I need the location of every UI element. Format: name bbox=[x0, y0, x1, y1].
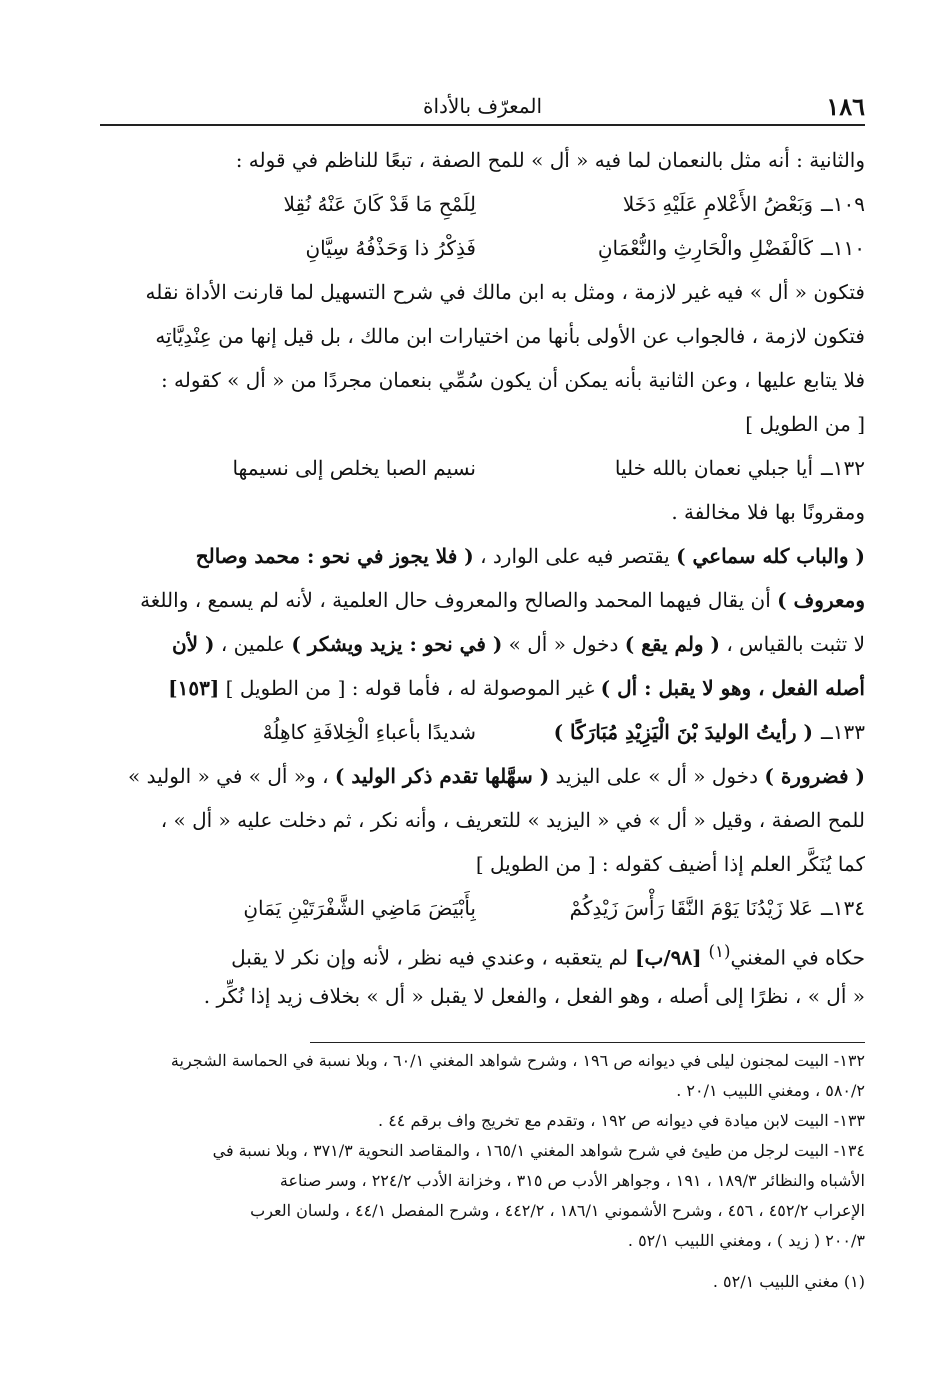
matn-text: أصله الفعل ، وهو لا يقبل : أل ) bbox=[600, 676, 865, 700]
verse-first-hemistich: ( رأيتُ الوليدَ بْنَ الْيَزِيْدِ مُبَارَكًا ) bbox=[553, 720, 813, 744]
verse-second-hemistich: لِلَمْحِ مَا قَدْ كَانَ عَنْهُ نُقِلا bbox=[283, 192, 476, 216]
commentary-text: لم يتعقبه ، وعندي فيه نظر ، لأنه وإن نكر لا يقبل bbox=[231, 945, 629, 970]
verse-first-hemistich: عَلا زَيْدُنَا يَوْمَ النَّقَا رَأْسَ زَيْدِكُمْ bbox=[569, 896, 813, 920]
verse-number: ١١٠ــ bbox=[821, 236, 865, 260]
paragraph-line bbox=[96, 622, 865, 666]
verse-first-hemistich: كَالْفَضْلِ والْحَارِثِ والنُّعْمَانِ bbox=[597, 236, 813, 260]
verse-109 bbox=[96, 182, 865, 226]
verse-number: ١٠٩ــ bbox=[821, 192, 865, 216]
page-number: ١٨٦ bbox=[826, 92, 865, 121]
commentary-text: دخول « أل » bbox=[502, 632, 625, 656]
footnote-132 bbox=[96, 1046, 865, 1106]
matn-text: ( في نحو : يزيد ويشكر ) bbox=[291, 632, 503, 656]
verse-133 bbox=[96, 710, 865, 754]
footnotes bbox=[96, 1046, 865, 1302]
footnote-line: الأشباه والنظائر ١٨٩/٣ ، ١٩١ ، وجواهر الأدب ص ٣١٥ ، وخزانة الأدب ٢٢٤/٢ ، وسر صناعة bbox=[279, 1171, 865, 1190]
paragraph-line bbox=[96, 666, 865, 710]
matn-text: ( سهَّلها تقدم ذكر الوليد ) bbox=[334, 764, 550, 788]
paragraph-line: ومقرونًا بها فلا مخالفة . bbox=[671, 500, 865, 524]
paragraph-line bbox=[96, 930, 865, 974]
commentary-text: يقتصر فيه على الوارد ، bbox=[473, 544, 677, 568]
verse-number: ١٣٣ــ bbox=[821, 720, 865, 744]
verse-number: ١٣٤ــ bbox=[821, 896, 865, 920]
matn-text: ( فلا يجوز في نحو : محمد وصالح bbox=[195, 544, 474, 568]
header-rule bbox=[100, 124, 865, 126]
main-text bbox=[96, 138, 865, 1018]
paragraph-line: فلا يتابع عليها ، وعن الثانية بأنه يمكن أن يكون سُمِّي بنعمان مجردًا من « أل » كقوله : bbox=[160, 368, 865, 392]
paragraph-line: فتكون لازمة ، فالجواب عن الأولى بأنها من اختيارات ابن مالك ، بل قيل إنها من عِنْدِيَّاتِه bbox=[155, 324, 865, 348]
meter-label: [ من الطويل ] bbox=[745, 412, 865, 436]
manuscript-ref: [٩٨/ب] bbox=[628, 945, 709, 970]
verse-first-hemistich: وَبَعْضُ الأَعْلامِ عَلَيْهِ دَخَلا bbox=[622, 192, 813, 216]
footnote-rule bbox=[310, 1042, 865, 1043]
footnote-line: ٢٠٠/٣ ( زيد ) ، ومغني اللبيب ٥٢/١ . bbox=[627, 1231, 865, 1250]
verse-132 bbox=[96, 446, 865, 490]
footnote-133 bbox=[96, 1106, 865, 1136]
page-header bbox=[100, 88, 865, 124]
paragraph-line: « أل » ، نظرًا إلى أصله ، وهو الفعل ، والفعل لا يقبل « أل » بخلاف زيد إذا نُكِّر . bbox=[203, 984, 865, 1008]
commentary-text: غير الموصولة له ، فأما قوله : [ من الطويل ] bbox=[219, 676, 601, 700]
running-title: المعرّف بالأداة bbox=[423, 94, 542, 118]
verse-110 bbox=[96, 226, 865, 270]
paragraph-line: والثانية : أنه مثل بالنعمان لما فيه « أل » للمح الصفة ، تبعًا للناظم في قوله : bbox=[235, 148, 865, 172]
footnote-marker: (١) bbox=[708, 942, 731, 961]
matn-text: ( فضرورة ) bbox=[764, 764, 865, 788]
footnote-line: الإعراب ٤٥٢/٢ ، ٤٥٦ ، وشرح الأشموني ١٨٦/١ ، ٤٤٢/٢ ، وشرح المفصل ٤٤/١ ، ولسان العرب bbox=[250, 1201, 865, 1220]
verse-first-hemistich: أيا جبلي نعمان بالله خليا bbox=[614, 456, 813, 480]
paragraph-line bbox=[96, 534, 865, 578]
matn-text: ومعروف ) bbox=[777, 588, 865, 612]
matn-text: ( لأن bbox=[171, 632, 215, 656]
verse-number: ١٣٢ــ bbox=[821, 456, 865, 480]
verse-second-hemistich: بِأَبْيَضَ مَاضِي الشَّفْرَتَيْنِ يَمَانِ bbox=[243, 896, 476, 920]
paragraph-line: للمح الصفة ، وقيل « أل » في « اليزيد » للتعريف ، وأنه نكر ، ثم دخلت عليه « أل » ، bbox=[160, 808, 865, 832]
verse-134 bbox=[96, 886, 865, 930]
footnote-1: (١) مغني اللبيب ٥٢/١ . bbox=[712, 1272, 865, 1291]
matn-text: ( ولم يقع ) bbox=[624, 632, 721, 656]
paragraph-line bbox=[96, 754, 865, 798]
footnote-line: ٥٨٠/٢ ، ومغني اللبيب ٢٠/١ . bbox=[676, 1081, 865, 1100]
commentary-text: ، و« أل » في « الوليد » bbox=[128, 764, 335, 788]
footnote-134 bbox=[96, 1136, 865, 1256]
paragraph-line: فتكون « أل » فيه غير لازمة ، ومثل به ابن مالك في شرح التسهيل لما قارنت الأداة نقله bbox=[145, 280, 865, 304]
commentary-text: علمين ، bbox=[214, 632, 292, 656]
verse-second-hemistich: فَذِكْرُ ذا وَحَذْفُهُ سِيَّانِ bbox=[305, 236, 476, 260]
paragraph-line: كما يُنَكَّر العلم إذا أضيف كقوله : [ من الطويل ] bbox=[475, 852, 865, 876]
footnote-line: ١٣٢- البيت لمجنون ليلى في ديوانه ص ١٩٦ ، وشرح شواهد المغني ٦٠/١ ، وبلا نسبة في الحماسة الشجرية bbox=[170, 1051, 865, 1070]
footnote-line: ١٣٤- البيت لرجل من طيئ في شرح شواهد المغني ١٦٥/١ ، والمقاصد النحوية ٣٧١/٣ ، وبلا نسبة في bbox=[212, 1141, 865, 1160]
paragraph-line bbox=[96, 578, 865, 622]
commentary-text: لا تثبت بالقياس ، bbox=[720, 632, 865, 656]
matn-text: ( والباب كله سماعي ) bbox=[676, 544, 865, 568]
commentary-text: أن يقال فيهما المحمد والصالح والمعروف حال العلمية ، لأنه لم يسمع ، واللغة bbox=[140, 588, 778, 612]
verse-second-hemistich: نسيم الصبا يخلص إلى نسيمها bbox=[232, 456, 476, 480]
footnote-line: ١٣٣- البيت لابن ميادة في ديوانه ص ١٩٢ ، وتقدم مع تخريج واف برقم ٤٤ . bbox=[378, 1111, 865, 1130]
commentary-text: دخول « أل » على اليزيد bbox=[549, 764, 765, 788]
commentary-text: حكاه في المغني bbox=[730, 945, 865, 970]
verse-second-hemistich: شديدًا بأعباءِ الْخِلافَةِ كاهِلُهْ bbox=[262, 720, 476, 744]
manuscript-ref: [١٥٣] bbox=[168, 676, 220, 700]
